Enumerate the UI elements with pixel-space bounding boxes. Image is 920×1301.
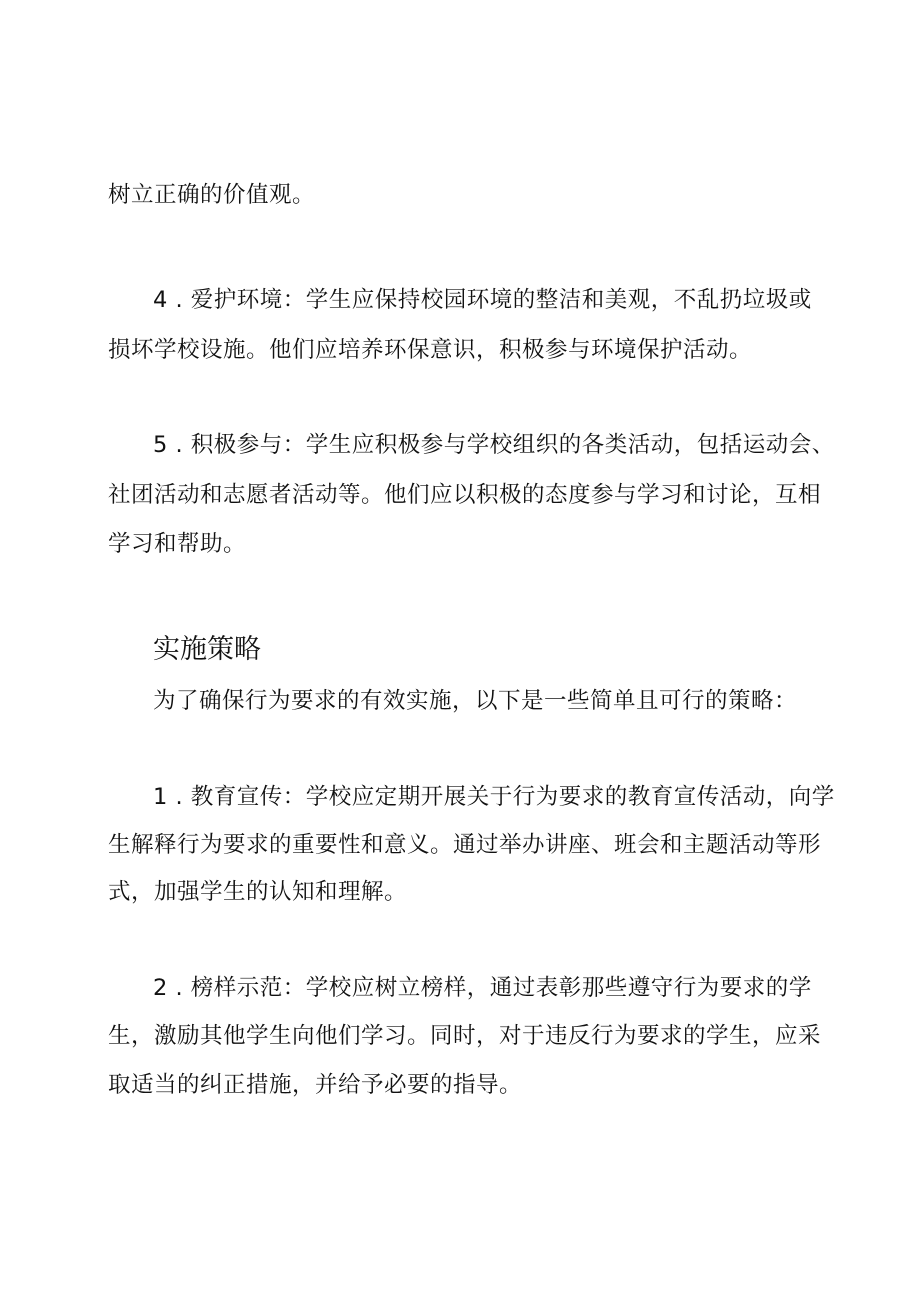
list-item-4-line1: 4 . 爱护环境：学生应保持校园环境的整洁和美观，不乱扔垃圾或 xyxy=(153,287,812,313)
strategy-2-line3: 取适当的纠正措施，并给予必要的指导。 xyxy=(108,1072,523,1098)
strategy-2-line2: 生，激励其他学生向他们学习。同时，对于违反行为要求的学生，应采 xyxy=(108,1023,822,1049)
strategy-1-line3: 式，加强学生的认知和理解。 xyxy=(108,879,408,905)
strategy-1-line1: 1 . 教育宣传：学校应定期开展关于行为要求的教育宣传活动，向学 xyxy=(153,784,835,810)
list-item-4-line2: 损坏学校设施。他们应培养环保意识，积极参与环境保护活动。 xyxy=(108,337,753,363)
section-heading: 实施策略 xyxy=(153,634,261,665)
list-item-5-line1: 5 . 积极参与：学生应积极参与学校组织的各类活动，包括运动会、 xyxy=(153,432,835,458)
list-item-5-line3: 学习和帮助。 xyxy=(108,531,247,557)
list-item-5-line2: 社团活动和志愿者活动等。他们应以积极的态度参与学习和讨论，互相 xyxy=(108,482,822,508)
paragraph-line: 树立正确的价值观。 xyxy=(108,182,316,208)
strategy-2-line1: 2 . 榜样示范：学校应树立榜样，通过表彰那些遵守行为要求的学 xyxy=(153,975,812,1001)
section-intro: 为了确保行为要求的有效实施，以下是一些简单且可行的策略： xyxy=(153,688,798,714)
strategy-1-line2: 生解释行为要求的重要性和意义。通过举办讲座、班会和主题活动等形 xyxy=(108,832,822,858)
